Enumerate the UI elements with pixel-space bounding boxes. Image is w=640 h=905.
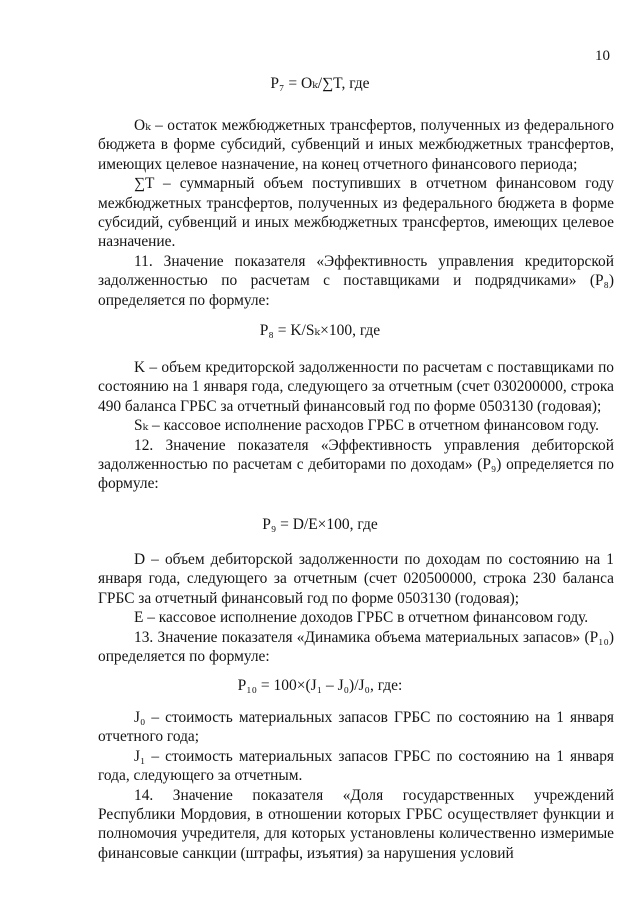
text-block-4 (98, 708, 614, 863)
item-11-paragraph: 11. Значение показателя «Эффективность управления кредиторской задолженностью по расчетам с поставщиками и подрядчиками» (P₈) определяется по формуле: (98, 252, 614, 309)
definition-k: K – объем кредиторской задолженности по расчетам с поставщиками по состоянию на 1 января года, следующего за отчетным (счет 030200000, строка 490 баланса ГРБС за отчетный финансовый год по форме 0503130 (годовая); (98, 359, 614, 415)
formula-p8: P₈ = K/Sₖ×100, где (259, 322, 381, 339)
text-block-3 (98, 550, 614, 666)
formula-p10: P₁₀ = 100×(J₁ – J₀)/J₀, где: (237, 677, 403, 694)
text-block-2 (98, 358, 614, 494)
definition-sk: Sₖ – кассовое исполнение расходов ГРБС в отчетном финансовом году. (134, 417, 599, 435)
definition-j0: J₀ – стоимость материальных запасов ГРБС по состоянию на 1 января отчетного года; (98, 709, 614, 746)
formula-p9: P₉ = D/E×100, где (262, 516, 378, 533)
page-number: 10 (595, 48, 610, 64)
definition-sum-t: ∑T – суммарный объем поступивших в отчетном финансовом году межбюджетных трансфертов, полученных из федерального бюджета в форме субсидий, субвенций и иных межбюджетных трансфертов, имеющих целевое назначение. (98, 175, 614, 251)
formula-p7: P₇ = Oₖ/∑T, где (270, 75, 370, 92)
definition-e: E – кассовое исполнение доходов ГРБС в отчетном финансовом году. (134, 609, 589, 627)
definition-ok: Oₖ – остаток межбюджетных трансфертов, полученных из федерального бюджета в форме субсидий, субвенций и иных межбюджетных трансфертов, имеющих целевое назначение, на конец отчетного финансового периода; (98, 117, 614, 173)
definition-d: D – объем дебиторской задолженности по доходам по состоянию на 1 января года, следующего за отчетным (счет 020500000, строка 230 баланса ГРБС за отчетный финансовый год по форме 0503130 (годовая); (98, 551, 614, 607)
item-13-paragraph: 13. Значение показателя «Динамика объема материальных запасов» (P₁₀) определяется по формуле: (98, 628, 614, 666)
definition-j1: J₁ – стоимость материальных запасов ГРБС по состоянию на 1 января года, следующего за отчетным. (98, 747, 614, 785)
item-12-paragraph: 12. Значение показателя «Эффективность управления дебиторской задолженностью по расчетам с дебиторами по доходам» (P₉) определяется по формуле: (98, 436, 614, 493)
item-14-paragraph: 14. Значение показателя «Доля государственных учреждений Республики Мордовия, в отношении которых ГРБС осуществляет функции и полномочия учредителя, для которых установлены количественно измеримые финансовые санкции (штрафы, изъятия) за нарушения условий (98, 786, 614, 862)
text-block-1 (98, 116, 614, 310)
